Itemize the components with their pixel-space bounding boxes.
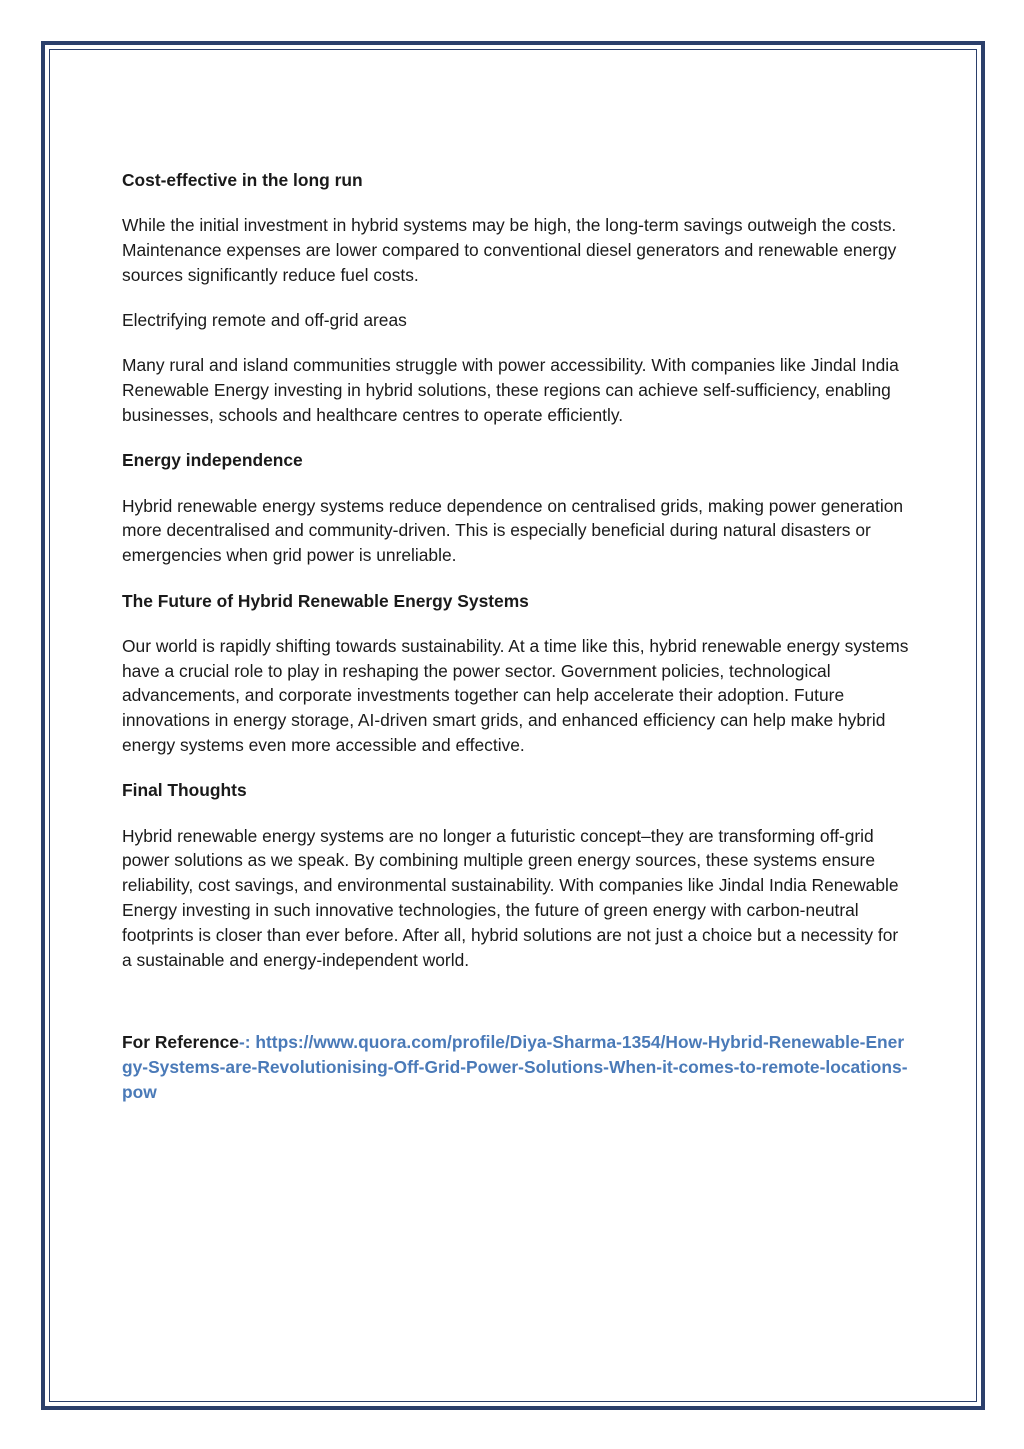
- paragraph-final-thoughts: Hybrid renewable energy systems are no longer a futuristic concept–they are transforming off-grid power solutions as we speak. By combining multiple green energy sources, these systems ensure reliability, cost savings, and environmental sustainability. With companies like Jindal India Renewable Energy investing in such innovative technologies, the future of green energy with carbon-neutral footprints is closer than ever before. After all, hybrid solutions are not just a choice but a necessity for a sustainable and energy-independent world.: [122, 825, 899, 970]
- section-heading-future: The Future of Hybrid Renewable Energy Systems: [122, 590, 529, 611]
- document-body: [122, 168, 912, 1125]
- section-heading-cost-effective: Cost-effective in the long run: [122, 170, 363, 190]
- reference-separator: -:: [238, 1032, 256, 1053]
- section-heading-energy-independence: Energy independence: [122, 450, 303, 471]
- reference-label: For Reference: [122, 1032, 239, 1053]
- section-heading-final-thoughts: Final Thoughts: [122, 780, 247, 801]
- paragraph-cost-effective: While the initial investment in hybrid systems may be high, the long-term savings outweigh the costs. Maintenance expenses are lower compared to conventional diesel generators and renewable energy sources significantly reduce fuel costs.: [122, 215, 897, 285]
- reference-link[interactable]: https://www.quora.com/profile/Diya-Sharma-1354/How-Hybrid-Renewable-Energy-Systems-are-Revolutionising-Off-Grid-Power-Solutions-When-it-comes-to-remote-locations-pow: [122, 1032, 908, 1103]
- paragraph-electrifying: Many rural and island communities struggle with power accessibility. With companies like Jindal India Renewable Energy investing in hybrid solutions, these regions can achieve self-sufficiency, enabling businesses, schools and healthcare centres to operate efficiently.: [122, 355, 899, 426]
- section-heading-electrifying: Electrifying remote and off-grid areas: [122, 310, 407, 331]
- paragraph-energy-independence: Hybrid renewable energy systems reduce dependence on centralised grids, making power generation more decentralised and community-driven. This is especially beneficial during natural disasters or emergencies when grid power is unreliable.: [122, 495, 904, 566]
- reference-line: [122, 1030, 912, 1104]
- paragraph-future: Our world is rapidly shifting towards sustainability. At a time like this, hybrid renewable energy systems have a crucial role to play in reshaping the power sector. Government policies, technological advancements, and corporate investments together can help accelerate their adoption. Future innovations in energy storage, AI-driven smart grids, and enhanced efficiency can help make hybrid energy systems even more accessible and effective.: [122, 635, 909, 756]
